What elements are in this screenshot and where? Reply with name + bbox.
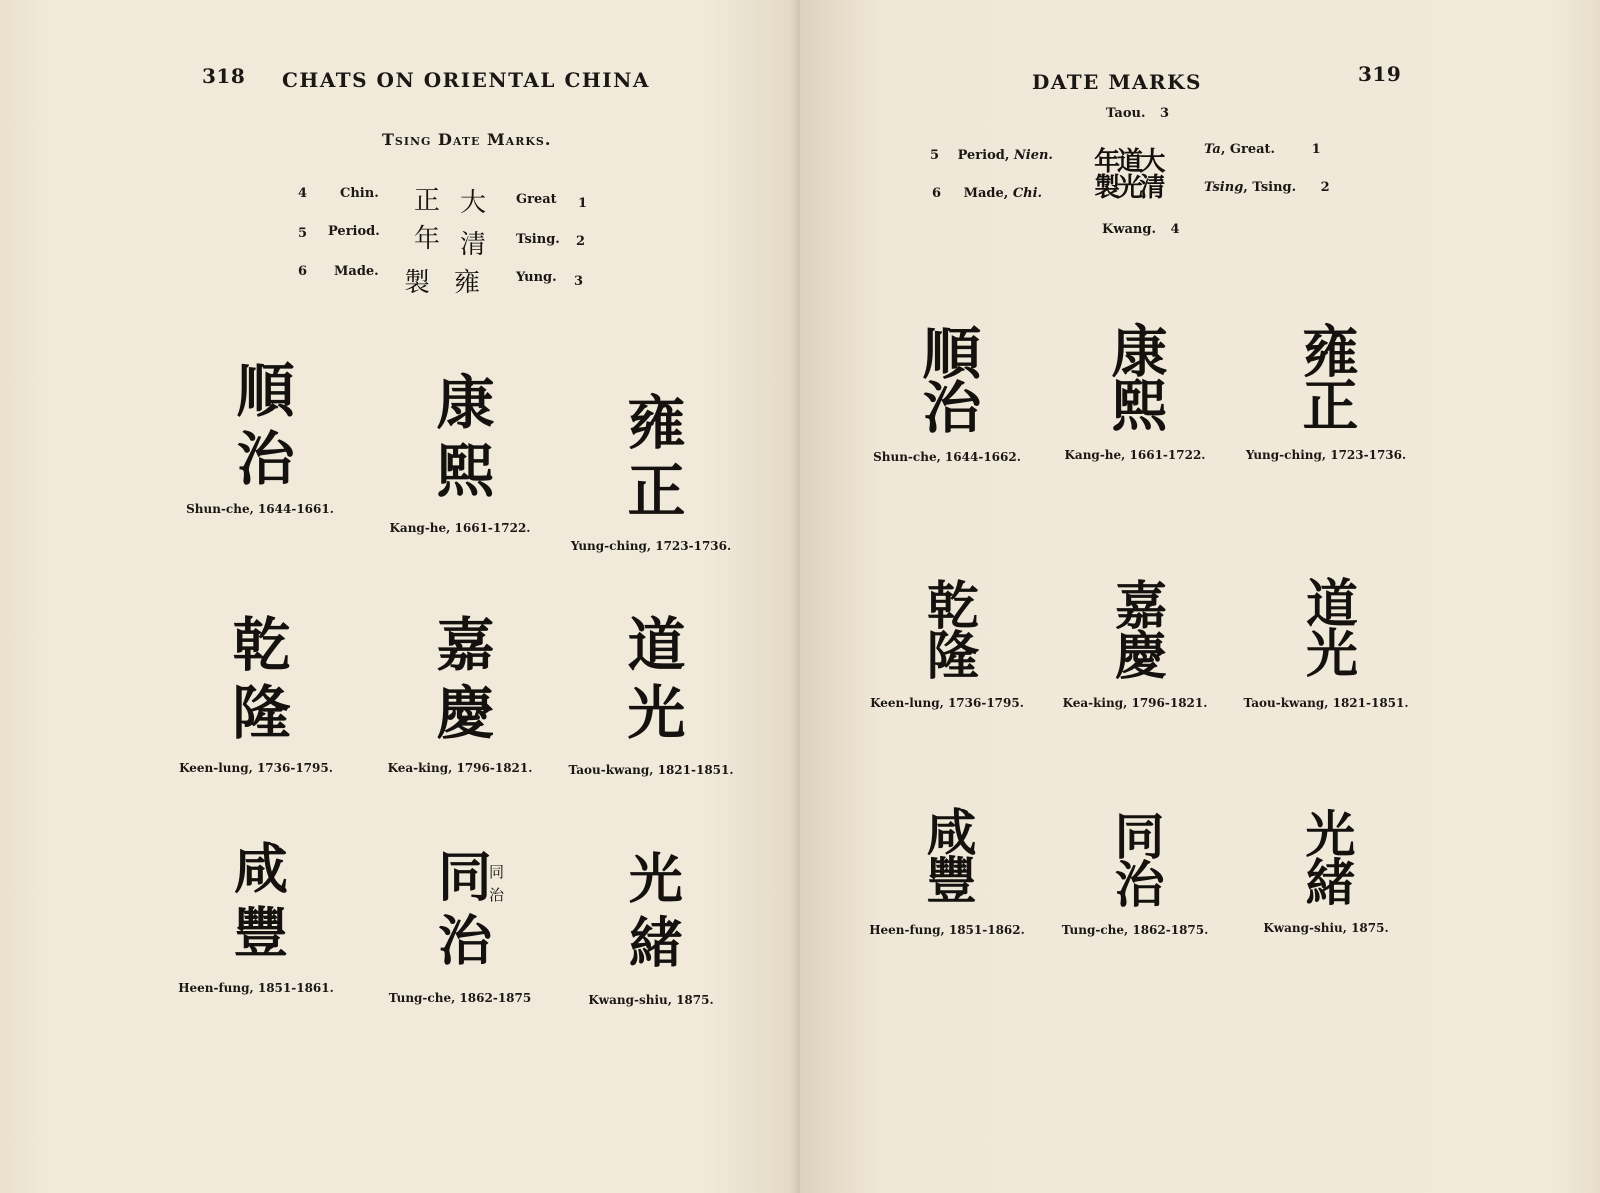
seal-chars: 道光 [1296,576,1357,676]
left-running-head: CHATS ON ORIENTAL CHINA [282,68,650,92]
reign-mark [556,392,746,553]
seal-mark [862,324,1032,464]
seal-key-left-italic: Nien. [1013,148,1053,163]
key-left-label: Chin. [340,186,379,201]
seal-mark [1050,578,1220,710]
reign-mark [556,614,746,777]
mark-caption: Kang-he, 1661-1722. [389,520,531,535]
key-glyph: 清 [460,230,487,260]
key-right-label: Great [516,192,557,207]
seal-caption: Taou-kwang, 1821-1851. [1243,696,1409,711]
seal-key-left-num: 5 [930,148,940,163]
seal-key-right-num: 1 [1311,142,1321,157]
left-page-number: 318 [202,64,246,88]
mark-chars: 雍正 [617,392,686,528]
seal-key-left-label: Made, [963,186,1013,201]
seal-key-top-num: 3 [1160,106,1170,121]
key-glyph: 正 [414,186,441,216]
reign-mark [166,840,346,995]
seal-key-bottom-num: 4 [1170,222,1180,237]
seal-mark [862,806,1032,937]
seal-chars: 咸豐 [918,806,977,902]
seal-chars: 光緒 [1297,808,1356,904]
seal-key-right-num: 2 [1320,180,1330,195]
seal-caption: Kang-he, 1661-1722. [1064,448,1206,463]
seal-key-bottom-label: Kwang. [1102,222,1156,237]
mark-chars: 光緒 [620,850,684,978]
seal-key-top-label: Taou. [1106,106,1146,121]
key-left-num: 6 [298,264,308,279]
mark-caption: Yung-ching, 1723-1736. [570,538,732,553]
mark-caption: Taou-kwang, 1821-1851. [568,762,734,777]
seal-caption: Heen-fung, 1851-1862. [869,923,1025,937]
mark-chars: 嘉慶 [426,614,495,750]
seal-caption: Tung-che, 1862-1875. [1061,923,1209,937]
mark-caption: Tung-che, 1862-1875 [388,990,532,1005]
section-title: Tsing Date Marks. [382,130,552,149]
seal-chars: 雍正 [1293,322,1359,430]
seal-column-chars: 大清 [1135,147,1166,199]
key-right-label: Yung. [516,270,557,285]
reign-mark [170,360,350,516]
seal-key-left-num: 6 [932,186,942,201]
seal-chars: 嘉慶 [1105,578,1166,678]
seal-caption: Kea-king, 1796-1821. [1062,696,1208,711]
seal-mark [1236,576,1416,710]
seal-key-right-label: , Great. [1220,142,1276,157]
seal-key-left-italic: Chi. [1012,186,1043,201]
mark-caption: Heen-fung, 1851-1861. [178,980,334,995]
key-left-num: 4 [298,186,308,201]
seal-key-right-italic: Tsing [1204,180,1244,195]
seal-caption: Shun-che, 1644-1662. [873,450,1021,465]
mark-chars: 同治 [429,848,493,976]
key-glyph: 雍 [454,268,481,298]
seal-caption: Yung-ching, 1723-1736. [1245,448,1407,463]
seal-key-seal [1080,130,1174,216]
key-right-label: Tsing. [516,232,560,247]
seal-caption: Keen-lung, 1736-1795. [870,696,1024,711]
key-glyph: 大 [460,188,487,218]
key-glyph: 年 [414,224,441,254]
key-left-num: 5 [298,226,308,241]
reign-mark [166,614,346,775]
mark-caption: Keen-lung, 1736-1795. [179,760,333,775]
mark-chars: 咸豐 [225,840,289,968]
seal-column [1135,147,1166,199]
right-running-head: DATE MARKS [1032,70,1202,94]
seal-caption: Kwang-shiu, 1875. [1263,921,1389,935]
seal-mark [1050,810,1220,937]
side-note-chars: 同治 [487,864,505,910]
reign-mark [370,614,550,775]
key-glyph: 製 [404,268,431,298]
seal-mark [862,578,1032,710]
key-left-label: Made. [334,264,379,279]
seal-column-chars: 年製 [1089,147,1120,199]
key-left-label: Period. [328,224,380,239]
seal-chars: 乾隆 [917,578,978,678]
reign-mark [370,372,550,535]
key-right-num: 2 [576,234,586,249]
seal-key-right-label: , Tsing. [1243,180,1297,195]
seal-column-chars: 道光 [1112,147,1143,199]
seal-mark [1236,322,1416,462]
seal-chars: 康熙 [1102,322,1168,430]
mark-caption: Kea-king, 1796-1821. [387,760,533,775]
seal-mark [1050,322,1220,462]
key-right-num: 3 [574,274,584,289]
seal-chars: 同治 [1106,810,1165,906]
mark-chars: 康熙 [426,372,495,508]
seal-chars: 順治 [912,324,982,432]
mark-chars: 乾隆 [222,614,291,750]
key-right-num: 1 [578,196,588,211]
reign-mark [556,850,746,1007]
mark-chars: 道光 [617,614,686,750]
right-page-number: 319 [1358,62,1402,86]
mark-caption: Kwang-shiu, 1875. [588,992,714,1007]
mark-caption: Shun-che, 1644-1661. [186,502,334,516]
seal-key-right-italic: Ta [1204,142,1221,157]
seal-key-left-label: Period, [957,148,1014,163]
reign-mark [370,848,550,1005]
seal-mark [1236,808,1416,935]
mark-char-top: 順治 [226,360,295,496]
